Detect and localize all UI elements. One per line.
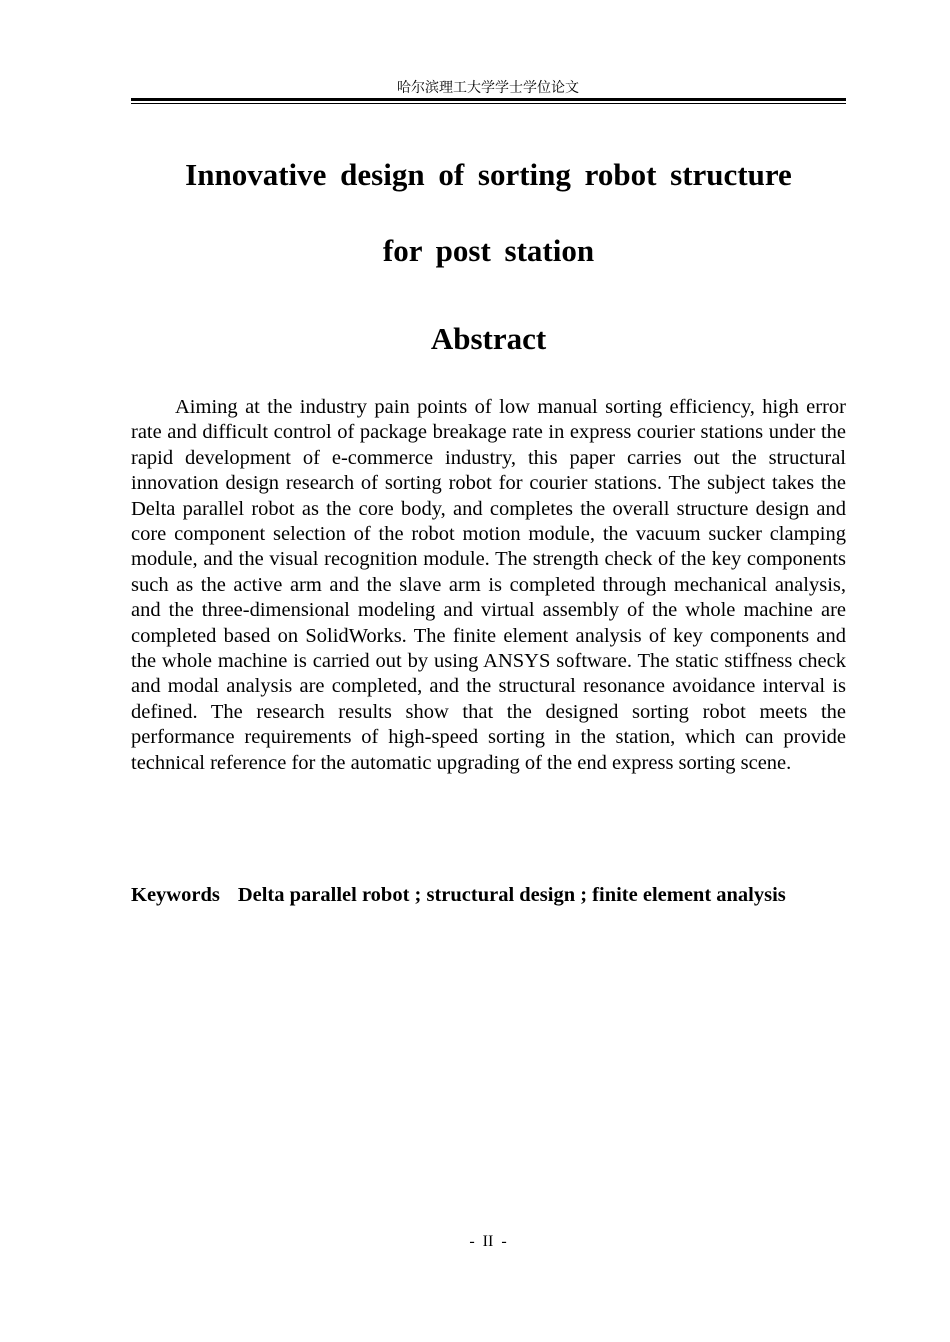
abstract-body: Aiming at the industry pain points of low manual sorting efficiency, high error rate and difficult control of package breakage rate in express courier stations under the rapid development of e-commerce industry, this paper carries out the structural innovation design research of sorting robot for courier stations. The subject takes the Delta parallel robot as the core body, and completes the overall structure design and core component selection of the robot motion module, the vacuum sucker clamping module, and the visual recognition module. The strength check of the key components such as the active arm and the slave arm is completed through mechanical analysis, and the three-dimensional modeling and virtual assembly of the whole machine are completed based on SolidWorks. The finite element analysis of key components and the whole machine is carried out by using ANSYS software. The static stiffness check and modal analysis are completed, and the structural resonance avoidance interval is defined. The research results show that the designed sorting robot meets the performance requirements of high-speed sorting in the station, which can provide technical reference for the automatic upgrading of the end express sorting scene. (131, 396, 846, 774)
paper-title-line-1: Innovative design of sorting robot structure (185, 157, 792, 192)
header-rule-thick (131, 98, 846, 101)
running-header: 哈尔滨理工大学学士学位论文 (397, 80, 579, 96)
keywords-line (131, 876, 846, 914)
page-number: - II - (469, 1233, 507, 1250)
paper-title-line-2: for post station (382, 233, 595, 268)
keywords-text: Delta parallel robot ; structural design ; finite element analysis (237, 884, 786, 906)
header-rule-thin (131, 103, 846, 104)
abstract-heading: Abstract (430, 321, 547, 356)
keywords-label: Keywords (131, 884, 220, 906)
